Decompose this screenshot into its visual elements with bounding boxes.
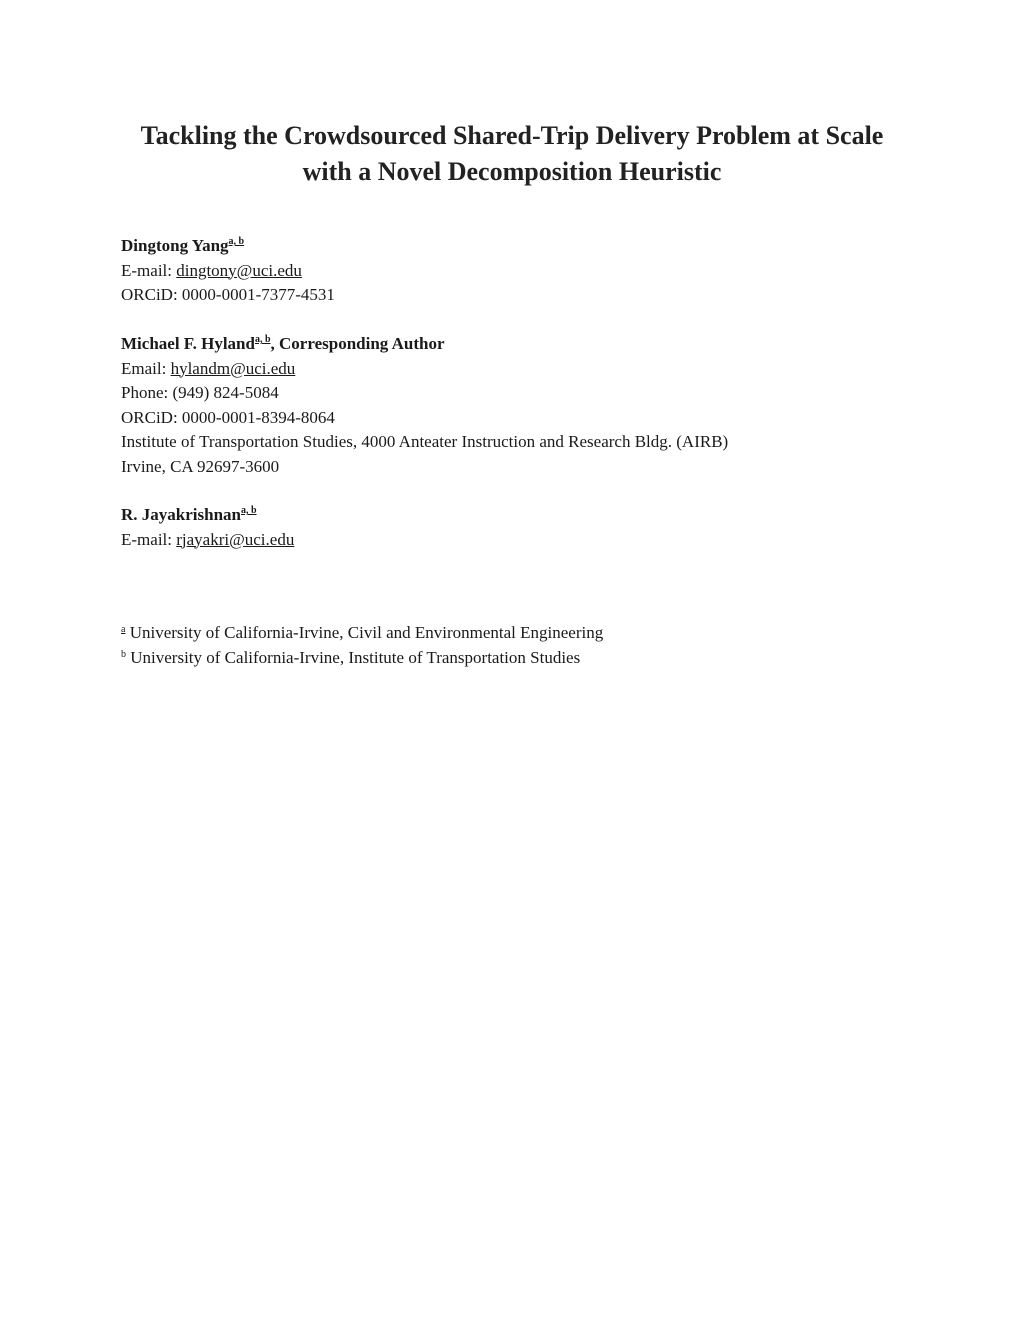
corresponding-author-label: , Corresponding Author <box>270 334 445 353</box>
paper-title <box>0 118 1024 190</box>
title-line-2: with a Novel Decomposition Heuristic <box>302 157 722 186</box>
affiliations-list <box>121 621 921 670</box>
affiliation-text: University of California-Irvine, Civil and Environmental Engineering <box>125 623 604 642</box>
author-block-yang <box>121 234 921 308</box>
email-link[interactable]: hylandm@uci.edu <box>170 358 296 378</box>
email-link[interactable]: rjayakri@uci.edu <box>176 529 295 549</box>
author-block-hyland <box>121 332 921 479</box>
author-affiliation-marks: a, b <box>254 334 271 345</box>
email-label: E-mail: <box>121 529 177 549</box>
affiliation-mark: a <box>121 624 126 635</box>
author-affiliation-marks: a, b <box>228 236 245 247</box>
orcid: ORCiD: 0000-0001-8394-8064 <box>121 407 335 427</box>
author-name: Dingtong Yang <box>121 236 229 255</box>
email-link[interactable]: dingtony@uci.edu <box>176 260 302 280</box>
title-line-1: Tackling the Crowdsourced Shared-Trip Delivery Problem at Scale <box>140 121 884 150</box>
affiliation-item <box>121 646 921 671</box>
author-block-jayakrishnan <box>121 503 921 552</box>
email-label: E-mail: <box>121 260 177 280</box>
phone: Phone: (949) 824-5084 <box>121 383 279 402</box>
author-name: Michael F. Hyland <box>121 334 255 353</box>
email-label: Email: <box>121 358 171 378</box>
orcid: ORCiD: 0000-0001-7377-4531 <box>121 285 335 304</box>
affiliation-text: University of California-Irvine, Institute of Transportation Studies <box>126 647 581 667</box>
affiliation-item <box>121 621 921 646</box>
author-name: R. Jayakrishnan <box>121 505 241 524</box>
author-affiliation-marks: a, b <box>240 505 257 516</box>
address-line-1: Institute of Transportation Studies, 4000 Anteater Instruction and Research Bldg. (AIRB) <box>121 432 729 451</box>
affiliation-mark: b <box>121 648 126 660</box>
author-info <box>121 234 921 670</box>
address-line-2: Irvine, CA 92697-3600 <box>121 456 280 476</box>
